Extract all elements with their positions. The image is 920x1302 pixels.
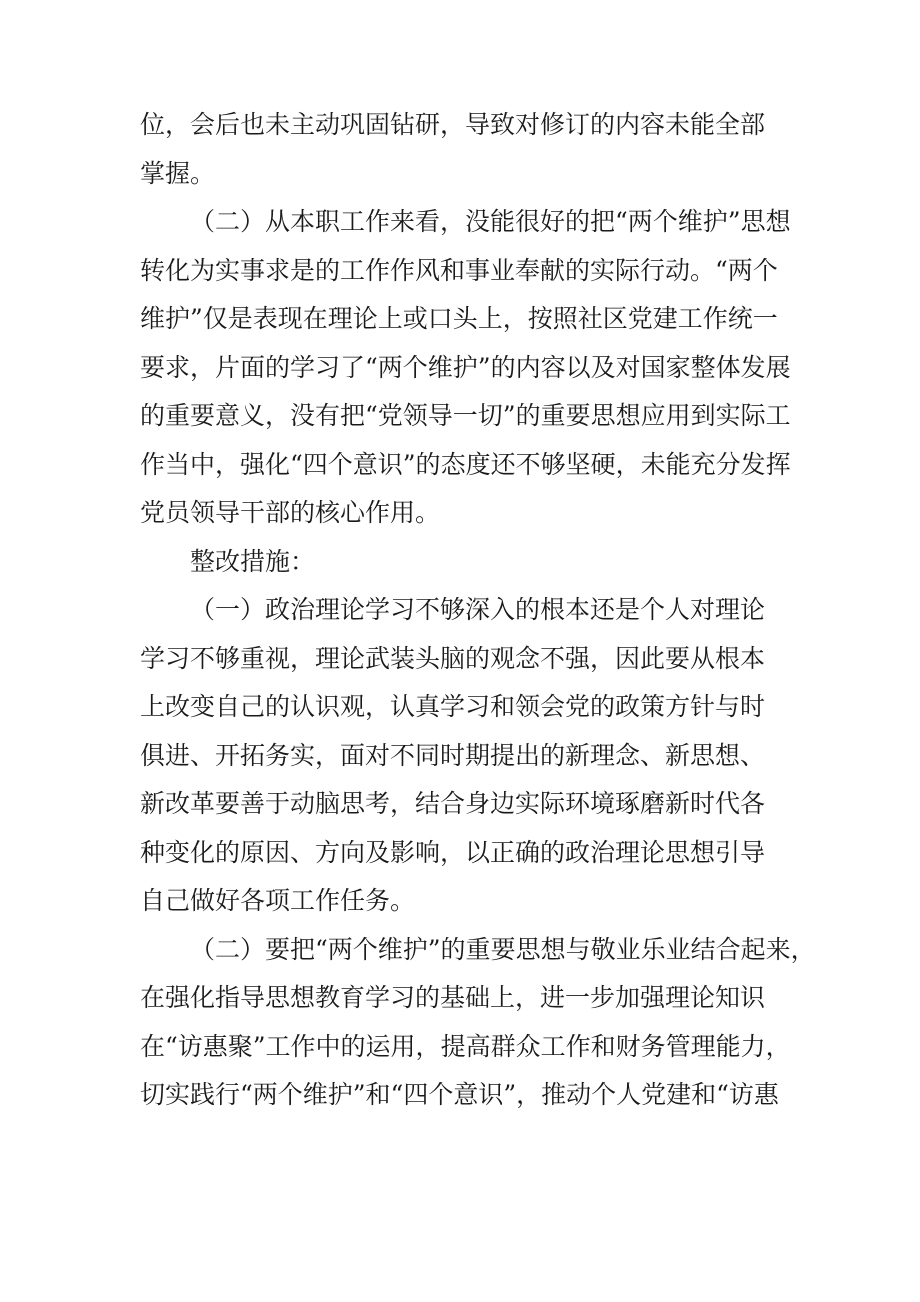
text-line: 在强化指导思想教育学习的基础上，进一步加强理论知识 (140, 983, 766, 1012)
text-line: 转化为实事求是的工作作风和事业奉献的实际行动。“两个 (140, 255, 778, 285)
text-line: 党员领导干部的核心作用。 (140, 498, 441, 527)
paragraph-start-line: （一）政治理论学习不够深入的根本还是个人对理论 (190, 595, 766, 624)
text-line: 作当中，强化“四个意识”的态度还不够坚硬，未能充分发挥 (140, 449, 791, 479)
text-line: 自己做好各项工作任务。 (140, 886, 416, 915)
text-line: 上改变自己的认识观，认真学习和领会党的政策方针与时 (140, 692, 766, 721)
text-line: 俱进、开拓务实，面对不同时期提出的新理念、新思想、 (140, 740, 766, 770)
text-line: 切实践行“两个维护”和“四个意识”，推动个人党建和“访惠 (140, 1080, 779, 1109)
text-line: 种变化的原因、方向及影响，以正确的政治理论思想引导 (140, 837, 766, 867)
text-line: 学习不够重视，理论武装头脑的观念不强，因此要从根本 (140, 643, 766, 673)
paragraph-start-line: （二）从本职工作来看，没能很好的把“两个维护”思想 (190, 207, 791, 236)
text-line: 位，会后也未主动巩固钻研，导致对修订的内容未能全部 (140, 110, 766, 139)
text-line: 掌握。 (140, 158, 216, 188)
text-line: 要求，片面的学习了“两个维护”的内容以及对国家整体发展 (140, 352, 791, 382)
text-line: 在“访惠聚”工作中的运用，提高群众工作和财务管理能力， (140, 1031, 791, 1061)
paragraph-start-line: （二）要把“两个维护”的重要思想与敬业乐业结合起来， (190, 934, 816, 964)
text-line: 新改革要善于动脑思考，结合身边实际环境琢磨新时代各 (140, 789, 766, 818)
text-line: 的重要意义，没有把“党领导一切”的重要思想应用到实际工 (140, 401, 791, 430)
document-body (140, 101, 816, 1120)
section-heading: 整改措施： (190, 546, 316, 576)
text-line: 维护”仅是表现在理论上或口头上，按照社区党建工作统一 (140, 304, 778, 333)
